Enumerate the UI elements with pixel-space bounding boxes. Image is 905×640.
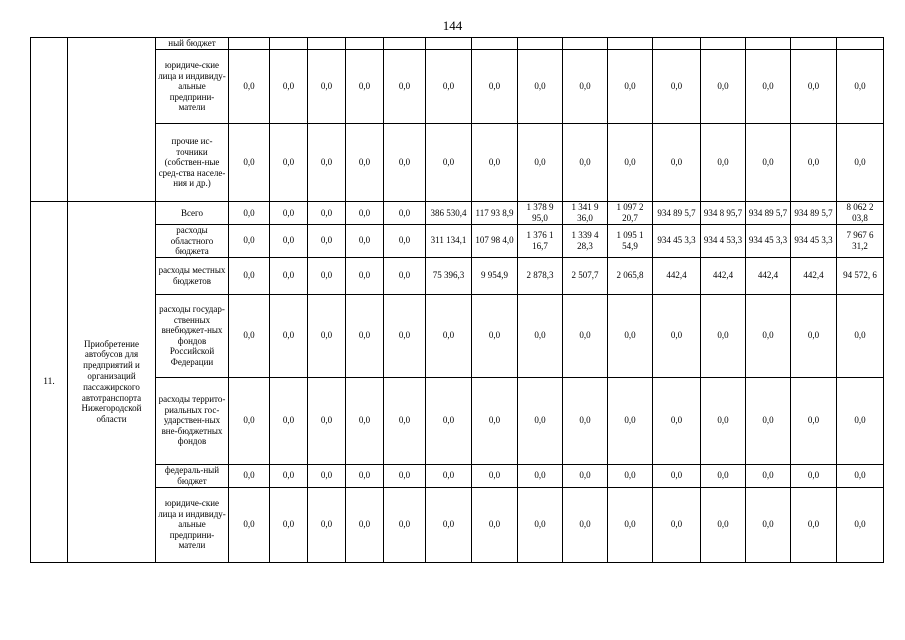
value-cell (791, 38, 837, 50)
value-cell: 0,0 (518, 50, 563, 124)
value-cell: 0,0 (472, 124, 518, 202)
value-cell: 0,0 (472, 487, 518, 562)
value-cell: 0,0 (791, 464, 837, 487)
value-cell (426, 38, 472, 50)
number-cell (31, 38, 68, 202)
value-cell: 0,0 (346, 202, 384, 225)
value-cell: 0,0 (426, 464, 472, 487)
value-cell: 934 89 5,7 (791, 202, 837, 225)
table-row (31, 377, 884, 464)
value-cell: 0,0 (791, 124, 837, 202)
value-cell: 0,0 (746, 487, 791, 562)
value-cell: 0,0 (229, 257, 270, 294)
value-cell: 2 065,8 (608, 257, 653, 294)
value-cell: 0,0 (308, 487, 346, 562)
value-cell (308, 38, 346, 50)
table-row (31, 225, 884, 258)
value-cell: 0,0 (563, 124, 608, 202)
value-cell: 0,0 (384, 225, 426, 258)
value-cell: 0,0 (308, 377, 346, 464)
value-cell: 0,0 (308, 202, 346, 225)
value-cell: 0,0 (518, 487, 563, 562)
value-cell: 0,0 (229, 202, 270, 225)
value-cell: 0,0 (608, 464, 653, 487)
value-cell (608, 38, 653, 50)
section-11-rows (31, 202, 884, 563)
value-cell: 0,0 (518, 124, 563, 202)
value-cell: 0,0 (701, 377, 746, 464)
value-cell: 0,0 (346, 225, 384, 258)
value-cell: 0,0 (270, 487, 308, 562)
value-cell: 0,0 (653, 50, 701, 124)
value-cell: 0,0 (384, 124, 426, 202)
table-row (31, 124, 884, 202)
value-cell: 0,0 (346, 377, 384, 464)
value-cell: 1 095 1 54,9 (608, 225, 653, 258)
value-cell: 0,0 (346, 50, 384, 124)
value-cell: 934 45 3,3 (746, 225, 791, 258)
value-cell (518, 38, 563, 50)
value-cell (472, 38, 518, 50)
table-row (31, 38, 884, 50)
value-cell (270, 38, 308, 50)
table-row (31, 50, 884, 124)
value-cell: 442,4 (746, 257, 791, 294)
value-cell: 0,0 (701, 294, 746, 377)
value-cell (346, 38, 384, 50)
value-cell: 0,0 (384, 257, 426, 294)
funding-source-cell: прочие ис-точники (собствен-ные сред-ства населе-ния и др.) (156, 124, 229, 202)
value-cell: 0,0 (563, 377, 608, 464)
funding-source-cell: Всего (156, 202, 229, 225)
value-cell: 1 097 2 20,7 (608, 202, 653, 225)
value-cell: 0,0 (426, 487, 472, 562)
value-cell: 0,0 (346, 124, 384, 202)
funding-source-cell: расходы государ-ственных внебюджет-ных фондов Российской Федерации (156, 294, 229, 377)
value-cell: 1 378 9 95,0 (518, 202, 563, 225)
value-cell: 0,0 (837, 294, 884, 377)
value-cell: 0,0 (384, 377, 426, 464)
value-cell: 0,0 (346, 257, 384, 294)
value-cell (653, 38, 701, 50)
value-cell: 0,0 (518, 377, 563, 464)
value-cell: 0,0 (426, 377, 472, 464)
value-cell: 0,0 (229, 50, 270, 124)
value-cell: 0,0 (746, 124, 791, 202)
value-cell: 0,0 (746, 377, 791, 464)
value-cell: 0,0 (701, 124, 746, 202)
value-cell: 0,0 (384, 50, 426, 124)
value-cell: 0,0 (563, 464, 608, 487)
value-cell: 0,0 (270, 202, 308, 225)
value-cell: 0,0 (384, 294, 426, 377)
value-cell: 0,0 (384, 487, 426, 562)
value-cell: 934 89 5,7 (746, 202, 791, 225)
value-cell: 0,0 (653, 124, 701, 202)
value-cell: 75 396,3 (426, 257, 472, 294)
budget-table (30, 37, 884, 563)
value-cell: 0,0 (653, 464, 701, 487)
value-cell: 0,0 (346, 464, 384, 487)
value-cell: 0,0 (308, 124, 346, 202)
funding-source-cell: федераль-ный бюджет (156, 464, 229, 487)
value-cell: 1 339 4 28,3 (563, 225, 608, 258)
value-cell: 0,0 (426, 294, 472, 377)
value-cell: 0,0 (229, 464, 270, 487)
value-cell (746, 38, 791, 50)
value-cell: 107 98 4,0 (472, 225, 518, 258)
value-cell: 0,0 (791, 487, 837, 562)
funding-source-cell: ный бюджет (156, 38, 229, 50)
funding-source-cell: расходы областного бюджета (156, 225, 229, 258)
value-cell: 0,0 (346, 487, 384, 562)
continuation-rows (31, 38, 884, 202)
value-cell: 0,0 (308, 294, 346, 377)
value-cell: 442,4 (791, 257, 837, 294)
value-cell: 442,4 (701, 257, 746, 294)
value-cell: 0,0 (791, 294, 837, 377)
value-cell: 0,0 (229, 487, 270, 562)
value-cell: 0,0 (384, 464, 426, 487)
value-cell: 0,0 (608, 487, 653, 562)
value-cell: 0,0 (472, 294, 518, 377)
value-cell: 934 4 53,3 (701, 225, 746, 258)
value-cell: 0,0 (229, 225, 270, 258)
value-cell: 442,4 (653, 257, 701, 294)
activity-name-cell (68, 38, 156, 202)
value-cell: 0,0 (229, 124, 270, 202)
value-cell: 0,0 (653, 487, 701, 562)
value-cell: 0,0 (270, 257, 308, 294)
value-cell: 8 062 2 03,8 (837, 202, 884, 225)
value-cell: 0,0 (701, 464, 746, 487)
value-cell (563, 38, 608, 50)
value-cell (384, 38, 426, 50)
value-cell: 0,0 (270, 464, 308, 487)
value-cell: 0,0 (653, 377, 701, 464)
value-cell: 0,0 (426, 124, 472, 202)
activity-name: Приобретение автобусов для предприятий и организаций пассажирского автотранспорта Нижегородской области (68, 202, 156, 563)
value-cell: 0,0 (229, 294, 270, 377)
value-cell: 0,0 (653, 294, 701, 377)
value-cell: 386 530,4 (426, 202, 472, 225)
funding-source-cell: расходы террито-риальных гос-ударствен-ных вне-бюджетных фондов (156, 377, 229, 464)
page-number: 144 (442, 18, 463, 33)
value-cell: 0,0 (270, 225, 308, 258)
value-cell: 0,0 (308, 225, 346, 258)
value-cell: 2 507,7 (563, 257, 608, 294)
value-cell: 0,0 (837, 50, 884, 124)
value-cell: 0,0 (308, 50, 346, 124)
value-cell: 0,0 (608, 377, 653, 464)
value-cell: 0,0 (472, 464, 518, 487)
value-cell: 0,0 (608, 294, 653, 377)
funding-source-cell: юридиче-ские лица и индивиду-альные предприни-матели (156, 50, 229, 124)
value-cell: 0,0 (837, 377, 884, 464)
value-cell: 0,0 (472, 377, 518, 464)
value-cell: 0,0 (270, 124, 308, 202)
section-number: 11. (31, 202, 68, 563)
value-cell: 0,0 (518, 294, 563, 377)
value-cell: 0,0 (384, 202, 426, 225)
value-cell: 0,0 (563, 294, 608, 377)
funding-source-cell: расходы местных бюджетов (156, 257, 229, 294)
value-cell: 0,0 (608, 124, 653, 202)
value-cell (837, 38, 884, 50)
value-cell: 0,0 (270, 377, 308, 464)
value-cell: 0,0 (270, 294, 308, 377)
value-cell: 0,0 (837, 124, 884, 202)
value-cell: 0,0 (563, 487, 608, 562)
value-cell: 311 134,1 (426, 225, 472, 258)
value-cell (229, 38, 270, 50)
value-cell: 9 954,9 (472, 257, 518, 294)
value-cell: 0,0 (229, 377, 270, 464)
value-cell: 0,0 (308, 464, 346, 487)
value-cell: 934 45 3,3 (791, 225, 837, 258)
value-cell (701, 38, 746, 50)
value-cell: 0,0 (837, 464, 884, 487)
value-cell: 0,0 (701, 487, 746, 562)
value-cell: 0,0 (746, 50, 791, 124)
value-cell: 0,0 (791, 377, 837, 464)
table-row (31, 464, 884, 487)
value-cell: 0,0 (308, 257, 346, 294)
value-cell: 117 93 8,9 (472, 202, 518, 225)
table-row (31, 202, 884, 225)
value-cell: 0,0 (518, 464, 563, 487)
table-row (31, 257, 884, 294)
value-cell: 94 572, 6 (837, 257, 884, 294)
value-cell: 0,0 (270, 50, 308, 124)
value-cell: 1 341 9 36,0 (563, 202, 608, 225)
value-cell: 934 8 95,7 (701, 202, 746, 225)
table-row (31, 294, 884, 377)
value-cell: 0,0 (563, 50, 608, 124)
value-cell: 0,0 (346, 294, 384, 377)
value-cell: 7 967 6 31,2 (837, 225, 884, 258)
table-row (31, 487, 884, 562)
funding-source-cell: юридиче-ские лица и индивиду-альные предприни-матели (156, 487, 229, 562)
value-cell: 934 45 3,3 (653, 225, 701, 258)
value-cell: 0,0 (472, 50, 518, 124)
value-cell: 0,0 (746, 464, 791, 487)
value-cell: 0,0 (608, 50, 653, 124)
value-cell: 0,0 (426, 50, 472, 124)
value-cell: 2 878,3 (518, 257, 563, 294)
value-cell: 0,0 (837, 487, 884, 562)
value-cell: 934 89 5,7 (653, 202, 701, 225)
value-cell: 0,0 (746, 294, 791, 377)
value-cell: 1 376 1 16,7 (518, 225, 563, 258)
value-cell: 0,0 (791, 50, 837, 124)
value-cell: 0,0 (701, 50, 746, 124)
